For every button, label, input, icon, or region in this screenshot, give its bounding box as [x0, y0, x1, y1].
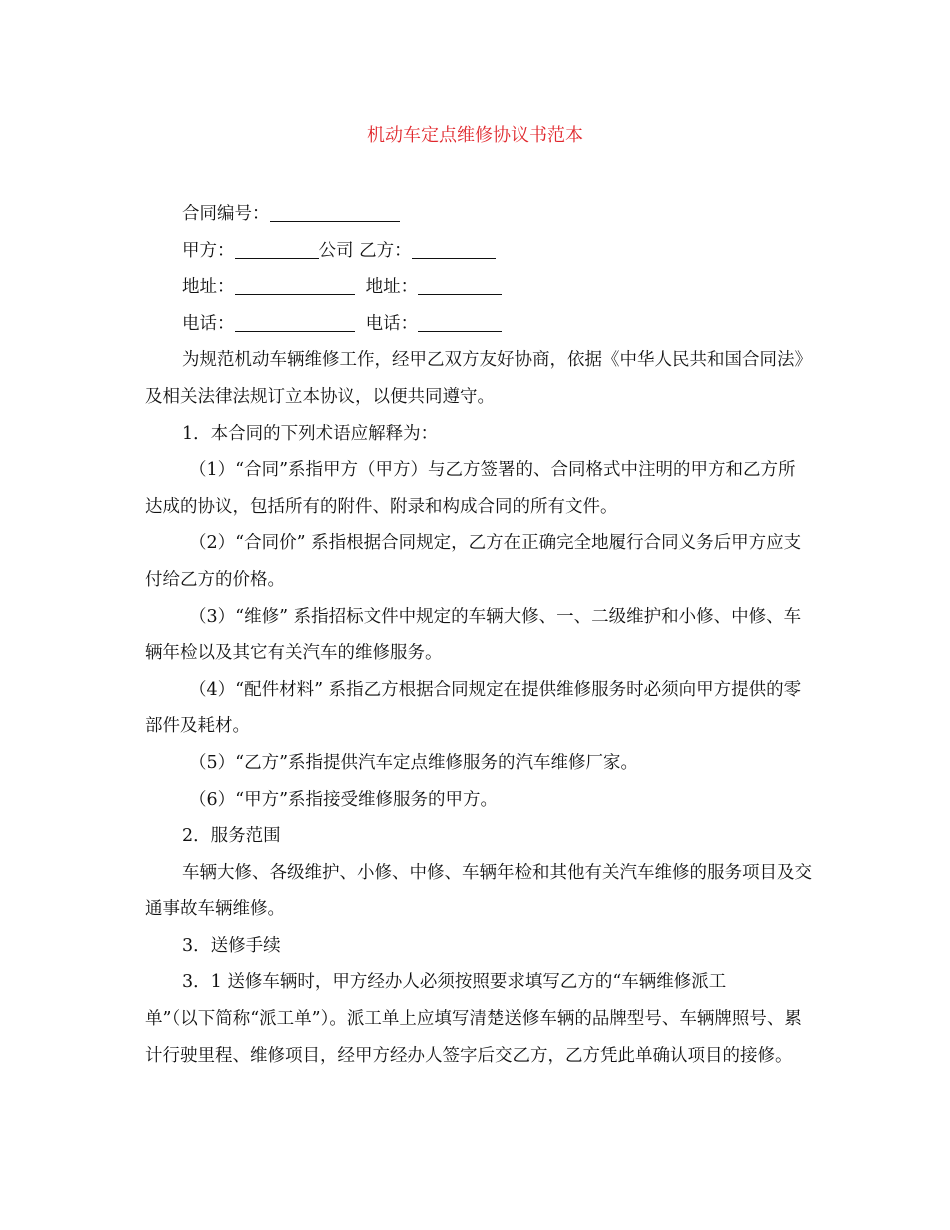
contract-number-line [145, 196, 813, 233]
party-a-label: 甲方： [182, 240, 235, 261]
section-1-heading: 1．本合同的下列术语应解释为： [182, 423, 439, 444]
definition-4-paragraph: （4）“配件材料” 系指乙方根据合同规定在提供维修服务时必须向甲方提供的零部件及耗材。 [145, 679, 802, 737]
definition-6-paragraph: （6）“甲方”系指接受维修服务的甲方。 [189, 789, 499, 810]
service-scope-paragraph: 车辆大修、各级维护、小修、中修、车辆年检和其他有关汽车维修的服务项目及交通事故车辆维修。 [145, 862, 812, 920]
parties-line [145, 233, 813, 270]
clause-3-1-continuation: 单”（以下简称“派工单”）。派工单上应填写清楚送修车辆的品牌型号、车辆牌照号、累计行驶里程、维修项目，经甲方经办人签字后交乙方，乙方凭此单确认项目的接修。 [145, 1009, 802, 1066]
contract-number-label: 合同编号： [182, 204, 270, 224]
clause-3-1-first-line: 3．1 送修车辆时，甲方经办人必须按照要求填写乙方的“车辆维修派工 [182, 972, 727, 993]
document-body [145, 196, 813, 1074]
definition-1-paragraph: （1）“合同”系指甲方（甲方）与乙方签署的、合同格式中注明的甲方和乙方所达成的协议，包括所有的附件、附录和构成合同的所有文件。 [145, 460, 796, 517]
address-label-b: 地址： [365, 277, 419, 298]
phone-a-blank [235, 313, 355, 332]
contract-number-blank [270, 203, 400, 222]
address-line [145, 269, 813, 306]
phone-label-b: 电话： [365, 313, 419, 334]
document-title: 机动车定点维修协议书范本 [367, 125, 583, 146]
preamble-paragraph: 为规范机动车辆维修工作，经甲乙双方友好协商，依据《中华人民共和国合同法》及相关法律法规订立本协议，以便共同遵守。 [145, 350, 812, 407]
address-label-a: 地址： [182, 277, 235, 298]
section-2-heading: 2．服务范围 [182, 826, 281, 847]
phone-line [145, 306, 813, 343]
definition-5-paragraph: （5）“乙方”系指提供汽车定点维修服务的汽车维修厂家。 [189, 752, 639, 773]
address-b-blank [418, 276, 502, 295]
definition-2-paragraph: （2）“合同价” 系指根据合同规定，乙方在正确完全地履行合同义务后甲方应支付给乙方的价格。 [145, 533, 802, 590]
section-3-heading: 3．送修手续 [182, 935, 281, 956]
definition-3-paragraph: （3）“维修” 系指招标文件中规定的车辆大修、一、二级维护和小修、中修、车辆年检以及其它有关汽车的维修服务。 [145, 606, 802, 664]
phone-b-blank [418, 313, 502, 332]
address-a-blank [235, 276, 355, 295]
party-b-blank [412, 240, 496, 259]
party-b-label: 乙方： [359, 240, 412, 261]
party-a-suffix: 公司 [318, 240, 354, 261]
party-a-blank [235, 240, 319, 259]
phone-label-a: 电话： [182, 313, 235, 334]
